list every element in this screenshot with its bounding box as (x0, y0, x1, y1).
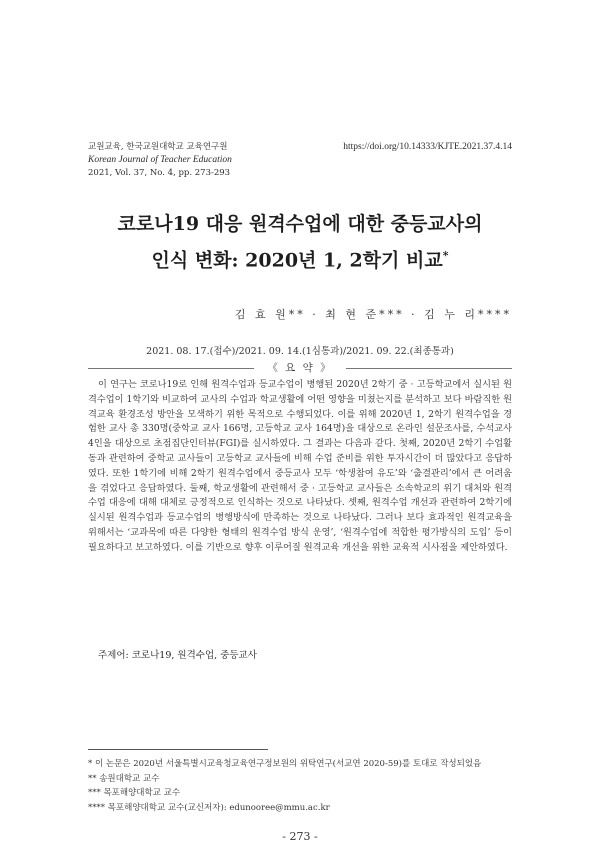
title-line-2: 인식 변화: 2020년 1, 2학기 비교 (151, 249, 443, 272)
abstract-heading (88, 360, 512, 376)
footnotes (88, 757, 518, 815)
volume-info: 2021, Vol. 37, No. 4, pp. 273-293 (88, 168, 231, 178)
submission-dates: 2021. 08. 17.(접수)/2021. 09. 14.(1심통과)/2021. 09. 22.(최종통과) (146, 346, 454, 357)
footnote-author-3: **** 목포해양대학교 교수(교신저자): edunooree@mmu.ac.kr (88, 802, 330, 813)
title-line-1: 코로나19 대응 원격수업에 대한 중등교사의 (117, 213, 483, 235)
keywords: 주제어: 코로나19, 원격수업, 중등교사 (98, 650, 257, 661)
doi-link[interactable]: https://doi.org/10.14333/KJTE.2021.37.4.14 (343, 142, 512, 152)
abstract-heading-label: 《 요 약 》 (267, 362, 333, 374)
footnote-author-2: *** 목포해양대학교 교수 (88, 788, 181, 798)
title-footnote-mark: * (442, 249, 449, 262)
publisher: 교원교육, 한국교원대학교 교육연구원 (88, 142, 228, 152)
abstract-text: 이 연구는 코로나19로 인해 원격수업과 등교수업이 병행된 2020년 2학기 중 · 고등학교에서 실시된 원격수업이 1학기와 비교하여 교사의 수업과 학교생활에 어떤 영향을 미쳤는지를 분석하고 보다 바람직한 원격교육 환경조성 방안을 모색하기 위한 목적으로 수행되었다. 이를 위해 2020년 1, 2학기 원격수업을 경험한 교사 총 330명(중학교 교사 166명, 고등학교 교사 164명)을 대상으로 온라인 설문조사를, 수석교사 4인을 대상으로 초점집단인터뷰(FGI)를 실시하였다. 그 결과는 다음과 같다. 첫째, 2020년 2학기 수업활동과 관련하여 중학교 교사들이 고등학교 교사들에 비해 수업 준비를 위한 투자시간이 더 많았다고 응답하였다. 또한 1학기에 비해 2학기 원격수업에서 중등교사 모두 ‘학생참여 유도’와 ‘출결관리’에서 큰 어려움을 겪었다고 응답하였다. 둘째, 학교생활에 관련해서 중 · 고등학교 교사들은 소속학교의 위기 대처와 원격수업 대응에 대해 대체로 긍정적으로 인식하는 것으로 나타났다. 셋째, 원격수업 개선과 관련하여 2학기에 실시된 원격수업과 등교수업의 병행방식에 만족하는 것으로 나타났다. 그러나 보다 효과적인 원격교육을 위해서는 ‘교과목에 따른 다양한 형태의 원격수업 방식 운영’, ‘원격수업에 적합한 평가방식의 도입’ 등이 필요하다고 보고하였다. 이를 기반으로 향후 이루어질 원격교육 개선을 위한 교육적 시사점을 제안하였다. (88, 379, 512, 553)
journal-header (88, 141, 348, 180)
title-line-2-wrap (60, 240, 540, 276)
paper-title (60, 209, 540, 276)
footnote-author-1: ** 송원대학교 교수 (88, 773, 160, 784)
author-list: 김 효 원** · 최 현 준*** · 김 누 리**** (234, 308, 512, 321)
page-number: - 273 - (282, 830, 318, 843)
journal-name-en: Korean Journal of Teacher Education (88, 155, 232, 165)
footnote-funding: * 이 논문은 2020년 서울특별시교육청교육연구정보원의 위탁연구(서교연 2020-59)를 토대로 작성되었음 (88, 759, 482, 769)
divider-right (346, 368, 512, 369)
footnote-divider (88, 749, 268, 750)
